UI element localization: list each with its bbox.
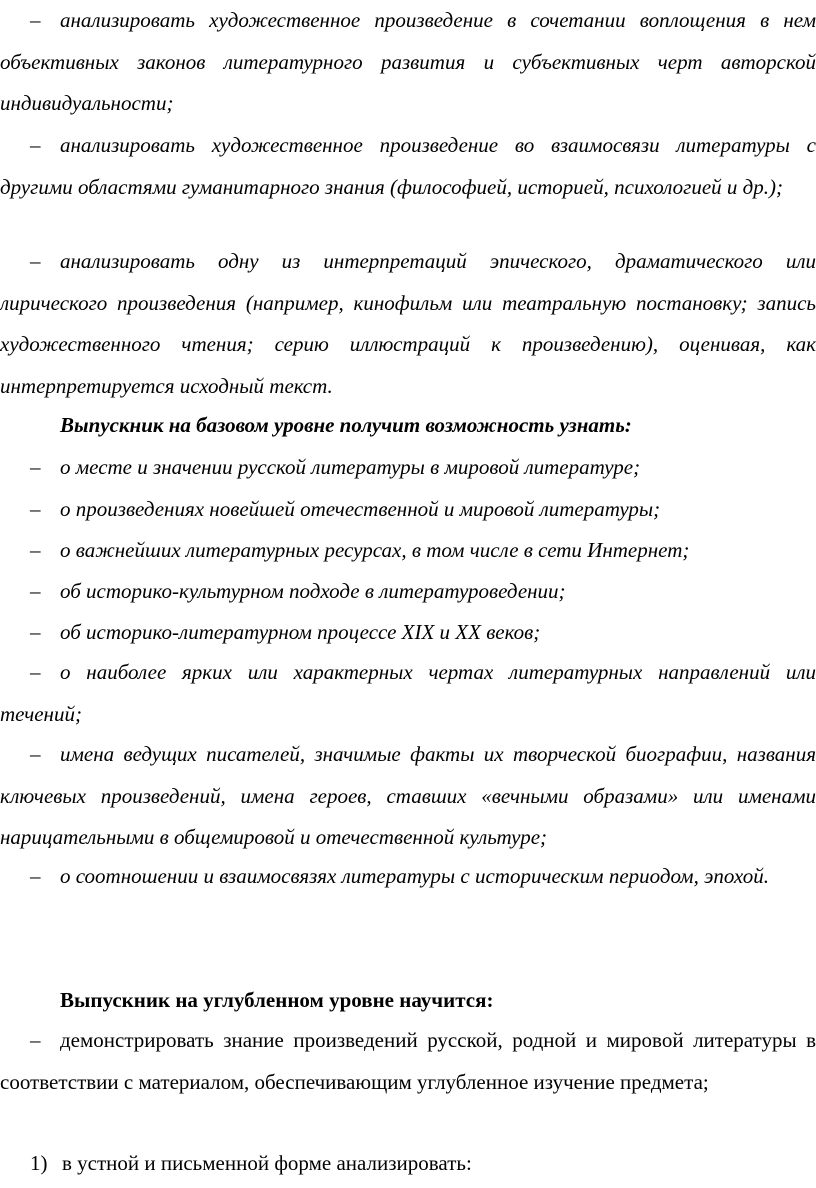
dash-bullet: – bbox=[30, 864, 41, 888]
dash-bullet: – bbox=[30, 497, 41, 521]
dash-bullet: – bbox=[30, 538, 41, 562]
list-item-text: анализировать художественное произведение в сочетании воплощения в нем объективных законов литературного развития и субъективных черт авторской индивидуальности; bbox=[0, 8, 816, 115]
section-heading: Выпускник на базовом уровне получит возможность узнать: bbox=[60, 413, 632, 437]
list-item bbox=[0, 125, 816, 208]
list-item bbox=[0, 0, 816, 125]
list-item-text: демонстрировать знание произведений русской, родной и мировой литературы в соответствии с материалом, обеспечивающим углубленное изучение предмета; bbox=[0, 1028, 816, 1094]
list-item bbox=[0, 856, 816, 898]
list-item bbox=[0, 571, 816, 613]
list-item-text: об историко-литературном процессе XIX и XX веков; bbox=[60, 620, 541, 644]
section-heading: Выпускник на углубленном уровне научится: bbox=[60, 988, 494, 1012]
item-number: 1) bbox=[30, 1151, 48, 1175]
list-item-text: анализировать одну из интерпретаций эпического, драматического или лирического произведения (например, кинофильм или театральную постановку; запись художественного чтения; серию иллюстраций к произведению), оценивая, как интерпретируется исходный текст. bbox=[0, 249, 816, 398]
dash-bullet: – bbox=[30, 455, 41, 479]
dash-bullet: – bbox=[30, 742, 41, 766]
dash-bullet: – bbox=[30, 660, 41, 684]
dash-bullet: – bbox=[30, 133, 41, 157]
list-item bbox=[0, 734, 816, 859]
list-item-text: имена ведущих писателей, значимые факты их творческой биографии, названия ключевых произведений, имена героев, ставших «вечными образами» или именами нарицательными в общемировой и отечественной культуре; bbox=[0, 742, 816, 849]
list-item bbox=[0, 1020, 816, 1103]
list-item bbox=[0, 447, 816, 489]
list-item-text: о произведениях новейшей отечественной и мировой литературы; bbox=[60, 497, 661, 521]
list-item bbox=[0, 530, 816, 572]
list-item bbox=[0, 241, 816, 407]
dash-bullet: – bbox=[30, 620, 41, 644]
list-item-text: о важнейших литературных ресурсах, в том числе в сети Интернет; bbox=[60, 538, 690, 562]
list-item-text: анализировать художественное произведение во взаимосвязи литературы с другими областями гуманитарного знания (философией, историей, психологией и др.); bbox=[0, 133, 816, 199]
numbered-item bbox=[30, 1143, 472, 1183]
list-item-text: о месте и значении русской литературы в мировой литературе; bbox=[60, 455, 641, 479]
list-item-text: об историко-культурном подходе в литературоведении; bbox=[60, 579, 566, 603]
list-item-text: о соотношении и взаимосвязях литературы с историческим периодом, эпохой. bbox=[60, 864, 769, 888]
dash-bullet: – bbox=[30, 8, 41, 32]
dash-bullet: – bbox=[30, 249, 41, 273]
list-item-text: о наиболее ярких или характерных чертах литературных направлений или течений; bbox=[0, 660, 816, 726]
list-item bbox=[0, 652, 816, 735]
list-item bbox=[0, 489, 816, 531]
numbered-item-text: в устной и письменной форме анализировать: bbox=[62, 1151, 472, 1175]
dash-bullet: – bbox=[30, 1028, 41, 1052]
list-item bbox=[0, 612, 816, 654]
dash-bullet: – bbox=[30, 579, 41, 603]
